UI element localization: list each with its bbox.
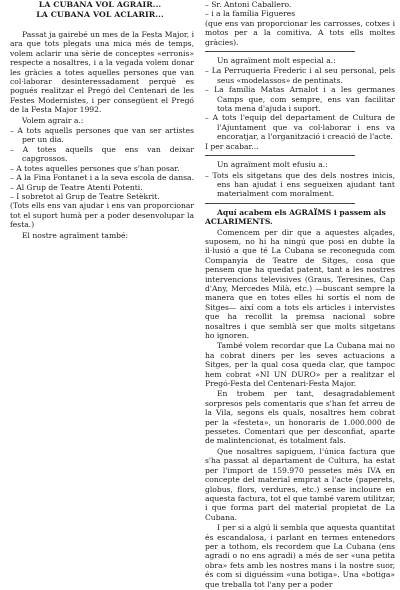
effusive-item: – Tots els sitgetans que des dels nostres inicis, ens han ajudat i ens segueixen ajudant tant materialment com moralment.: [205, 170, 395, 199]
special-item: – La Perruqueria Frederic i al seu personal, pels seus «modelassos» de pentinats.: [205, 66, 395, 85]
thanks-item: – A totes aquelles persones que s'han posar.: [10, 163, 180, 173]
special-item: – La família Matas Arnalot i a les germanes Camps que, com sempre, ens van facilitar tota mena d'ajuda i suport.: [205, 85, 395, 114]
top-item: – i a la família Figueres: [205, 9, 296, 19]
header-line-1: LA CUBANA VOL AGRAIR...: [38, 0, 162, 9]
thanks-lead: Volem agrair a.:: [22, 115, 84, 125]
left-column: [10, 30, 194, 241]
body-paragraph: Que nosaltres sapiguem, l'única factura que s'ha passat al departament de Cultura, ha estat per l'import de 159.970 pessetes més IVA en concepte del material emprat a l'acte (paperets, globus, flors, verdures, etc.) sense incloure en aquesta factura, tot el que també varem utilitzar, i que forma part del material propietat de La Cubana.: [205, 446, 395, 522]
thanks-item: – Al Grup de Teatre Atenti Potenti.: [10, 182, 143, 192]
section-divider: [205, 203, 355, 204]
body-paragraph: També volem recordar que La Cubana mai no ha cobrat diners per les seves actuacions a Sitges, per la qual cosa queda clar, que tampoc hem cobrat «NI UN DURO» per a realitzar el Pregó-Festa del Centenari-Festa Major.: [205, 341, 395, 389]
thanks-closing: El nostre agraïment també:: [22, 230, 129, 240]
thanks-item: – I sobretot al Grup de Teatre Setèkrit.: [10, 191, 160, 201]
special-end: I per acabar...: [205, 141, 259, 151]
special-thanks-lead: Un agraïment molt especial a.:: [217, 56, 336, 66]
aclariments-title: Aquí acabem els AGRAÏMS i passem als ACLARIMENTS.: [205, 207, 386, 227]
body-paragraph: En trobem per tant, desagradablement sorpresos pels comentaris que s'han fet arreu de la Vila, segons els quals, nosaltres hem cobrat per la «festeta», un honoraris de 1.000.000 de pessetes. Comentari que per desconfiat, aparte de malintencionat, és totalment fals.: [205, 389, 395, 446]
body-paragraph: Comencem per dir que a aquestes alçades, suposem, no hi ha ningú que posi en dubte la il·lusió a que té La Cubana se reconeguda com Companyia de Teatre de Sitges, cosa que pensem que ha quedat patent, tant a les nostres intervencions televisives (Graus, Teresines, Cap d'Any, Mercedes Milà, etc.) —buscant sempre la manera que en totes elles hi sortís el nom de Sitges— així com a tots els articles i intervistes que ha recollit la premsa nacional sobre nosaltres i que semblà ser que molts sitgetans ho ignoren.: [205, 227, 395, 340]
thanks-item: – A tots aquells persones que van ser artistes per un dia.: [10, 126, 194, 145]
header-line-2: LA CUBANA VOL ACLARIR...: [36, 10, 164, 19]
effusive-thanks-lead: Un agraïment molt efusiu a.:: [217, 160, 328, 170]
section-divider: [205, 51, 355, 52]
top-item: – Sr. Antoni Caballero.: [205, 0, 292, 9]
top-note: (que ens van proporcionar les carrosses, cotxes i motos per a la comitiva. A tots ells moltes gràcies).: [205, 18, 395, 47]
intro-paragraph: Passat ja gairebé un mes de la Festa Major, i ara que tots plegats una mica més de temps, volem aclarir una sèrie de conceptes «erronis» respecte a nosaltres, i a la vegada volem donar les gràcies a totes aquelles persones que van col·laborar desinteressadament perquè es pogués realitzar el Pregó del Centenari de les Festes Modernistes, i per consegüent el Pregó de la Festa Major 1992.: [10, 30, 194, 115]
section-divider: [205, 155, 355, 156]
right-column: [205, 0, 395, 590]
body-paragraph: I per si a algú li sembla que aquesta quantitat és escandalosa, i parlant en termes entenedors per a tothom, els recordem que La Cubana (ens agradi o no ens agradi) a més de ser «una petita obra» fets amb les nostres mans i la nostre suor, és com si diguéssim «una botiga». Una «botiga» que treballa tot l'any per a poder: [205, 523, 395, 589]
article-header: [0, 0, 200, 20]
special-item: – A tots l'equip del departament de Cultura de l'Ajuntament que va col·laborar i ens va encoratjar, a l'organització i creació de l'acte.: [205, 113, 395, 142]
thanks-item: – A la Fina Fontanet i a la seva escola de dansa.: [10, 173, 194, 183]
thanks-note: (Tots ells ens van ajudar i ens van proporcionar tot el suport humà per a poder desenvolupar la festa.): [10, 201, 194, 230]
thanks-item: – A totes aquells que ens van deixar capgrossos.: [10, 144, 194, 164]
